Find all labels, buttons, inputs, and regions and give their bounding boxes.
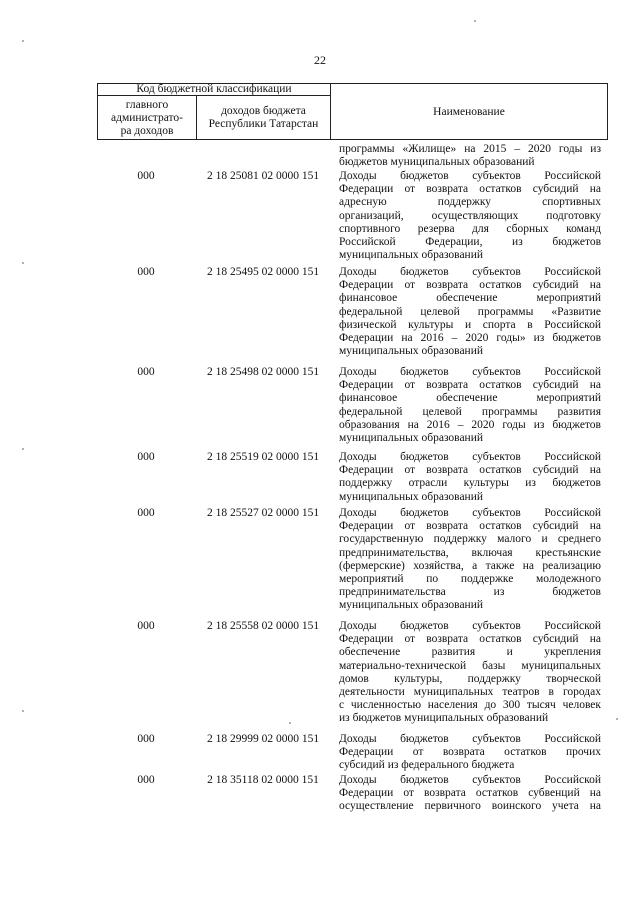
header-income-title: доходов бюджета Республики Татарстан	[208, 105, 319, 130]
row-name: Доходы бюджетов субъектов Российской Федерации от возврата остатков прочих субсидий из федерального бюджета	[339, 733, 601, 772]
scan-speck	[22, 710, 24, 712]
income-code: 2 18 25519 02 0000 151	[206, 451, 320, 463]
row-name: Доходы бюджетов субъектов Российской Федерации от возврата остатков субвенций на осуществление первичного воинского учета на	[339, 774, 601, 813]
income-code: 2 18 25081 02 0000 151	[206, 170, 320, 182]
row-name: Доходы бюджетов субъектов Российской Федерации от возврата остатков субсидий на финансовое обеспечение мероприятий федеральной целевой программы «Развитие физической культуры и спорта в Российской Федерации на 2016 – 2020 годы» из бюджетов муниципальных образований	[339, 266, 601, 358]
income-code: 2 18 25498 02 0000 151	[206, 366, 320, 378]
scan-speck	[22, 262, 24, 264]
admin-code: 000	[137, 507, 155, 519]
row-name: Доходы бюджетов субъектов Российской Федерации от возврата остатков субсидий на финансовое обеспечение мероприятий федеральной целевой программы развития образования на 2016 – 2020 годы из бюджетов муниципальных образований	[339, 366, 601, 445]
row-name: Доходы бюджетов субъектов Российской Федерации от возврата остатков субсидий на государственную поддержку малого и среднего предпринимательства, включая крестьянские (фермерские) хозяйства, а также на реализацию мероприятий по поддержке молодежного предпринимательства из бюджетов муниципальных образований	[339, 507, 601, 612]
scan-speck	[289, 722, 291, 724]
admin-code: 000	[137, 774, 155, 786]
scan-speck	[22, 40, 24, 42]
header-name-title: Наименование	[433, 106, 505, 118]
row-name: Доходы бюджетов субъектов Российской Федерации от возврата остатков субсидий на обеспечение развития и укрепления материально-технической базы муниципальных домов культуры, поддержку творческой деятельности муниципальных театров в городах с численностью населения до 300 тысяч человек из бюджетов муниципальных образований	[339, 620, 601, 725]
scan-speck	[474, 20, 476, 22]
admin-code: 000	[137, 266, 155, 278]
income-code: 2 18 25558 02 0000 151	[206, 620, 320, 632]
income-code: 2 18 29999 02 0000 151	[206, 733, 320, 745]
admin-code: 000	[137, 170, 155, 182]
row-name: Доходы бюджетов субъектов Российской Федерации от возврата остатков субсидий на адресную поддержку спортивных организаций, осуществляющих подготовку спортивного резерва для сборных команд Российской Федерации, из бюджетов муниципальных образований	[339, 170, 601, 262]
admin-code: 000	[137, 451, 155, 463]
admin-code: 000	[137, 620, 155, 632]
income-code: 2 18 25527 02 0000 151	[206, 507, 320, 519]
admin-code: 000	[137, 733, 155, 745]
header-admin-title: главного администрато- ра доходов	[111, 99, 183, 137]
scan-speck	[22, 448, 24, 450]
scan-speck	[616, 718, 618, 720]
header-group-title: Код бюджетной классификации	[136, 83, 292, 95]
row-name: Доходы бюджетов субъектов Российской Федерации от возврата остатков субсидий на поддержку отрасли культуры из бюджетов муниципальных образований	[339, 451, 601, 503]
page-number: 22	[314, 53, 326, 67]
income-code: 2 18 35118 02 0000 151	[207, 774, 319, 786]
continuation-text: программы «Жилище» на 2015 – 2020 годы из бюджетов муниципальных образований	[339, 143, 601, 169]
admin-code: 000	[137, 366, 155, 378]
income-code: 2 18 25495 02 0000 151	[206, 266, 320, 278]
